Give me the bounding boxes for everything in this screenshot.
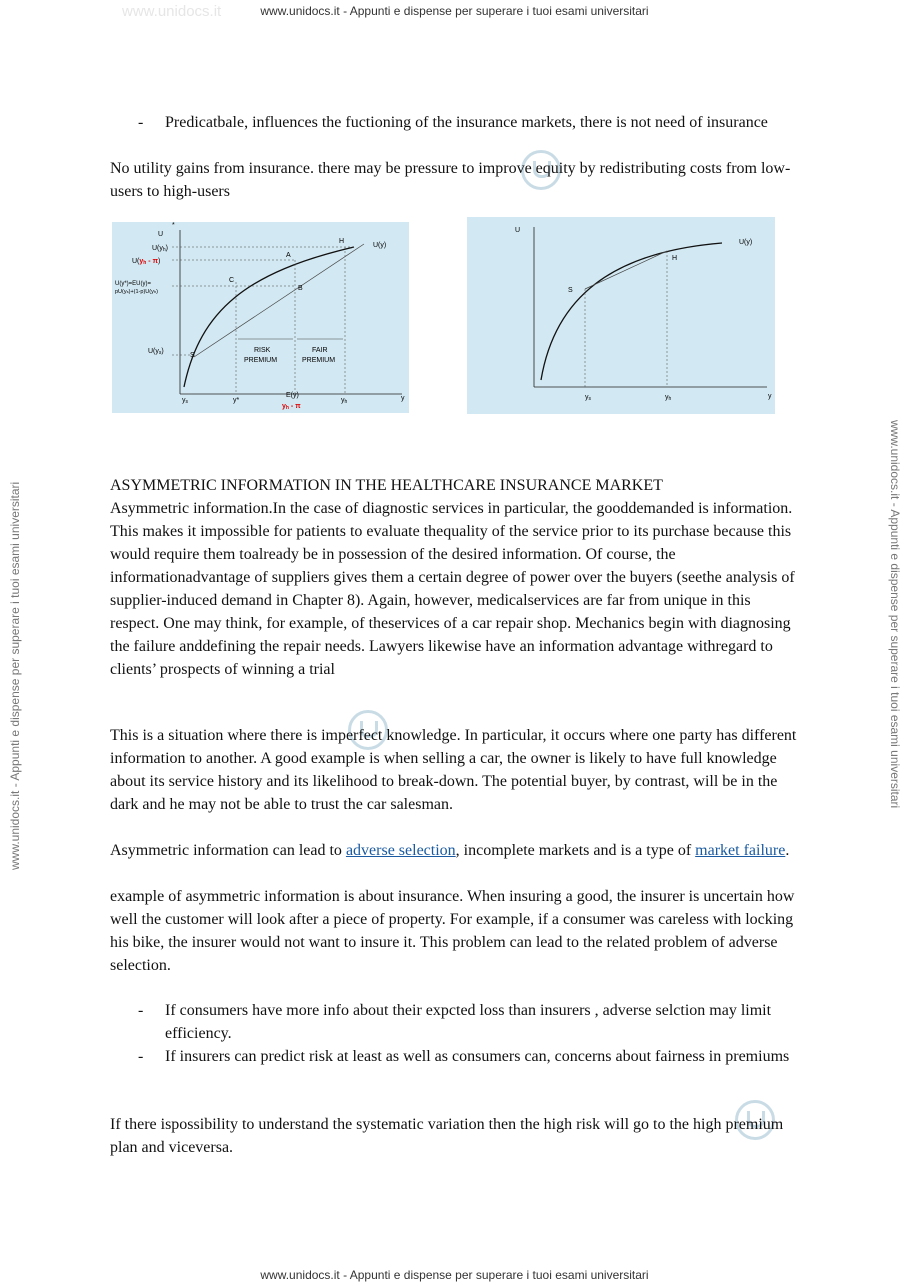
watermark-side-right: www.unidocs.it - Appunti e dispense per superare i tuoi esami universitari [888, 420, 902, 809]
fair-premium-label-2: PREMIUM [302, 357, 336, 364]
risk-premium-label-2: PREMIUM [244, 357, 278, 364]
risk-premium-label-1: RISK [254, 347, 271, 354]
adverse-selection-link[interactable]: adverse selection [345, 842, 456, 859]
bullet-dash: - [138, 1002, 144, 1019]
paragraph-4: example of asymmetric information is about insurance. When insuring a good, the insurer is uncertain how well the customer will look after a piece of property. For example, if a consumer was careless with locking his bike, the insurer would not want to insure it. This problem can lead to the related problem of adverse selection. [110, 888, 795, 974]
paragraph-2: This is a situation where there is imperfect knowledge. In particular, it occurs where one party has different information to another. A good example is when selling a car, the owner is likely to have full knowledge about its service history and its likelihood to break-down. The potential buyer, by contrast, will be in the dark and he may not be able to trust the car salesman. [110, 727, 797, 813]
uyh-pi-label: U(yh - π) [132, 258, 161, 266]
intro-bullet-text: Predicatbale, influences the fuctioning of the insurance markets, there is not need of insurance [165, 114, 768, 131]
x-yh-pi-label: yh - π [282, 403, 301, 411]
ueu-label-2: pU(ys)+(1-p)U(yh) [115, 289, 158, 295]
point-s-label: S [190, 352, 195, 359]
watermark-ghost-top: www.unidocs.it [122, 3, 222, 20]
bullet-1 [138, 999, 800, 1045]
paragraph-1: Asymmetric information.In the case of diagnostic services in particular, the gooddemanded is information. This makes it impossible for patients to evaluate thequality of the service prior to its purchase because this would require them toalready be in possession of the desired information. Of course, the informationadvantage of suppliers gives them a certain degree of power over the buyers (seethe analysis of supplier-induced demand in Chapter 8). Again, however, medicalservices are far from unique in this respect. One may think, for example, of theservices of a car repair shop. Mechanics begin with diagnosing the failure anddefining the repair needs. Lawyers likewise have an information advantage withregard to clients’ prospects of winning a trial [110, 500, 795, 678]
point-c-label: C [229, 277, 235, 284]
fair-premium-label-1: FAIR [312, 347, 328, 354]
market-failure-link[interactable]: market failure [695, 842, 786, 859]
uyh-label: U(yh) [152, 245, 169, 253]
x-yh-label: yh [665, 394, 672, 402]
paragraph-3-text-b: , incomplete markets and is a type of [455, 842, 696, 859]
bullet-2 [138, 1045, 800, 1068]
x-ys-label: ys [585, 394, 591, 402]
watermark-side-left: www.unidocs.it - Appunti e dispense per superare i tuoi esami universitari [8, 481, 22, 870]
intro-bullet [138, 111, 800, 134]
bullet-dash: - [138, 1048, 144, 1065]
ueu-label-1: U(y*)=EU(y)= [115, 281, 152, 287]
section-heading: ASYMMETRIC INFORMATION IN THE HEALTHCARE INSURANCE MARKET [110, 477, 663, 494]
x-ey-label: E(y) [286, 392, 299, 399]
bullet-dash: - [138, 114, 144, 131]
point-b-label: B [298, 285, 303, 292]
point-a-label: A [286, 252, 291, 259]
curve-uy-label: U(y) [373, 242, 387, 249]
x-ys-label: ys [182, 397, 188, 405]
x-y-label: y [768, 393, 772, 400]
curve-uy-label: U(y) [739, 239, 753, 246]
paragraph-3-text-a: Asymmetric information can lead to [110, 842, 346, 859]
utility-figure-2-svg [467, 217, 775, 414]
utility-figure-1-svg [112, 222, 409, 413]
uys-label: U(ys) [148, 348, 164, 356]
utility-figure-2 [467, 217, 775, 414]
utility-figure-1 [112, 222, 409, 413]
point-h-label: H [339, 238, 345, 245]
x-yh-label: yh [341, 397, 348, 405]
intro-paragraph: No utility gains from insurance. there may be pressure to improve equity by redistributing costs from low-users to high-users [110, 160, 791, 200]
paragraph-5: If there ispossibility to understand the systematic variation then the high risk will go to the high premium plan and viceversa. [110, 1116, 784, 1156]
axis-u-label: U [158, 231, 164, 238]
paragraph-3 [110, 839, 800, 862]
x-ystar-label: y* [233, 397, 240, 404]
watermark-top: www.unidocs.it - Appunti e dispense per superare i tuoi esami universitari [260, 4, 649, 18]
watermark-bottom: www.unidocs.it - Appunti e dispense per superare i tuoi esami universitari [260, 1268, 649, 1282]
x-y-label: y [401, 395, 405, 402]
axis-u-label: U [515, 227, 521, 234]
axis-u-star: * [172, 222, 175, 229]
point-s-label: S [568, 287, 573, 294]
paragraph-3-text-c: . [785, 842, 790, 859]
point-h-label: H [672, 255, 678, 262]
bullet-1-text: If consumers have more info about their expcted loss than insurers , adverse selction may limit efficiency. [165, 1002, 772, 1042]
bullet-2-text: If insurers can predict risk at least as well as consumers can, concerns about fairness in premiums [165, 1048, 790, 1065]
